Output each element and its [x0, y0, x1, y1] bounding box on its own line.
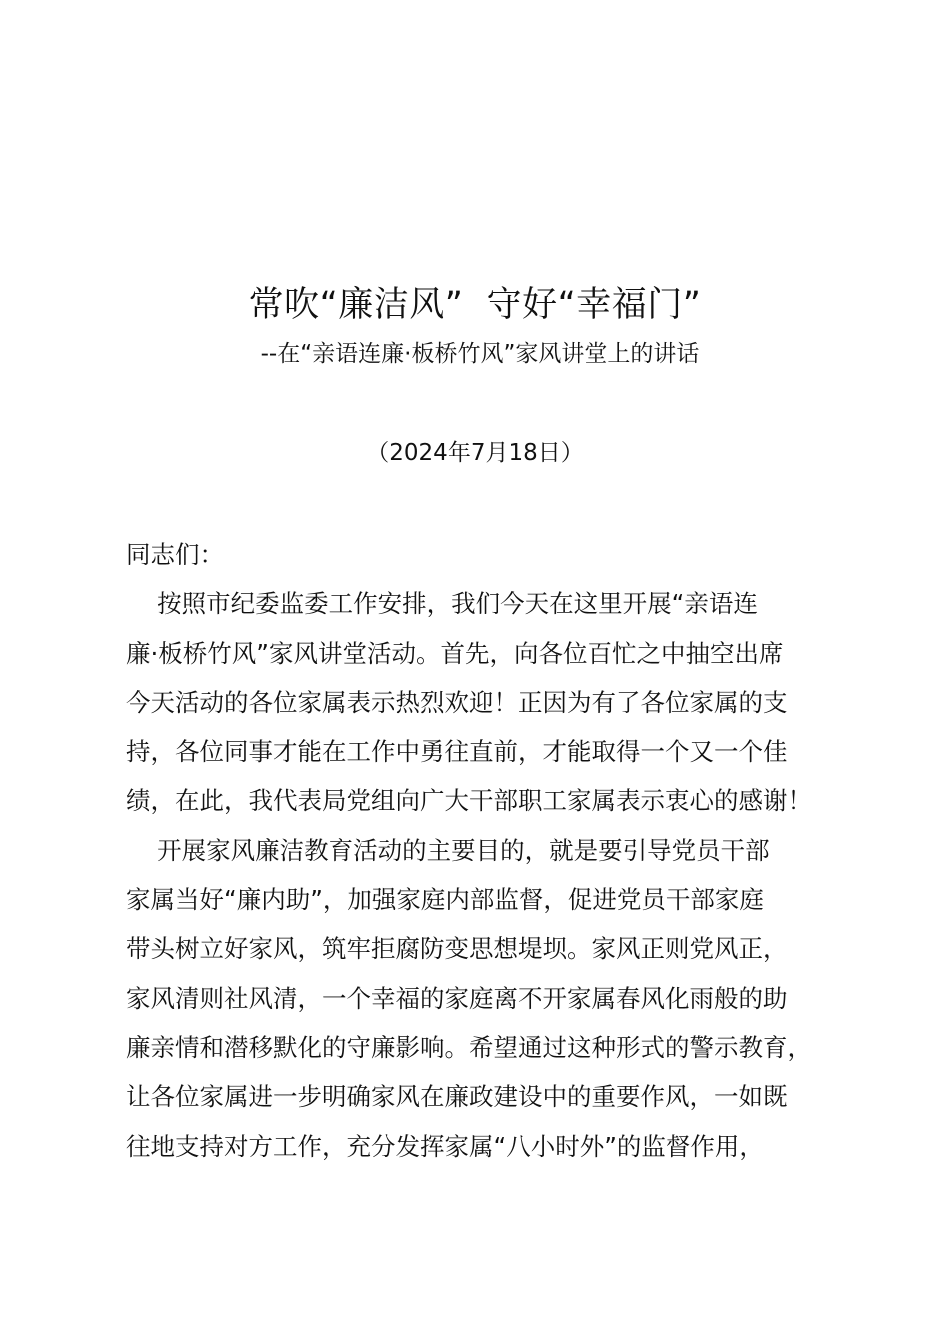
- body-line: 持，各位同事才能在工作中勇往直前，才能取得一个又一个佳: [126, 737, 788, 767]
- document-title: 常吹“廉洁风” 守好“幸福门”: [248, 285, 702, 325]
- body-line: 廉亲情和潜移默化的守廉影响。希望通过这种形式的警示教育，: [126, 1032, 812, 1062]
- body-line: 让各位家属进一步明确家风在廉政建设中的重要作风，一如既: [126, 1082, 788, 1112]
- body-line: 廉·板桥竹风”家风讲堂活动。首先，向各位百忙之中抽空出席: [126, 638, 784, 668]
- body-line: 按照市纪委监委工作安排，我们今天在这里开展“亲语连: [126, 589, 758, 619]
- salutation: 同志们：: [126, 540, 224, 569]
- body-line: 家属当好“廉内助”，加强家庭内部监督，促进党员干部家庭: [126, 885, 764, 915]
- body-line: 绩，在此，我代表局党组向广大干部职工家属表示衷心的感谢！: [126, 786, 812, 816]
- document-date: （2024年7月18日）: [366, 440, 584, 466]
- document-subtitle: --在“亲语连廉·板桥竹风”家风讲堂上的讲话: [260, 341, 700, 367]
- body-line: 今天活动的各位家属表示热烈欢迎！正因为有了各位家属的支: [126, 687, 788, 717]
- document-body: [126, 533, 866, 1174]
- body-line: 带头树立好家风，筑牢拒腐防变思想堤坝。家风正则党风正，: [126, 934, 788, 964]
- body-line: 开展家风廉洁教育活动的主要目的，就是要引导党员干部: [126, 835, 770, 865]
- body-line: 往地支持对方工作，充分发挥家属“八小时外”的监督作用，: [126, 1131, 764, 1161]
- body-line: 家风清则社风清，一个幸福的家庭离不开家属春风化雨般的助: [126, 983, 788, 1013]
